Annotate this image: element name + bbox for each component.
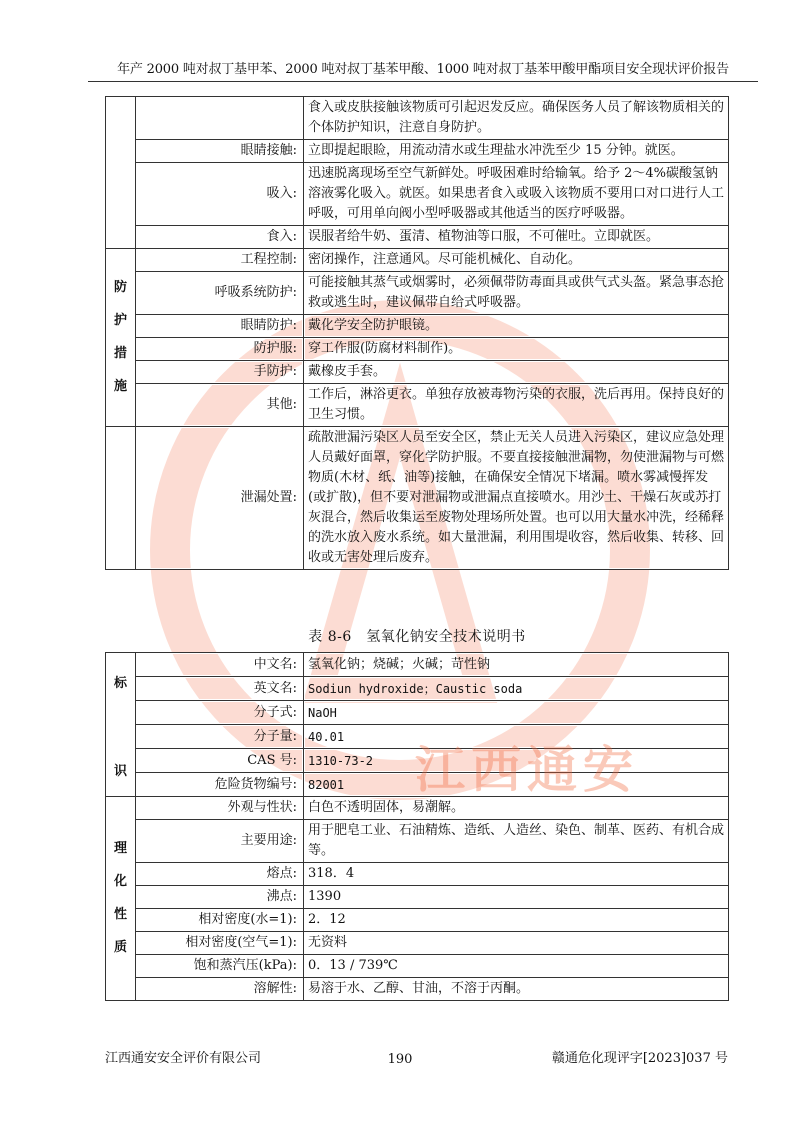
header-rule: [88, 81, 758, 82]
row-value: 疏散泄漏污染区人员至安全区，禁止无关人员进入污染区，建议应急处理人员戴好面罩，穿化学防护服。不要直接接触泄漏物，勿使泄漏物与可燃物质(木材、纸、油等)接触，在确保安全情况下堵漏。喷水雾减慢挥发(或扩散)，但不要对泄漏物或泄漏点直接喷水。用沙土、干燥石灰或苏打灰混合，然后收集运至废物处理场所处置。也可以用大量水冲洗，经稀释的洗水放入废水系统。如大量泄漏，利用围堤收容，然后收集、转移、回收或无害处理后废弃。: [304, 427, 729, 570]
table-row: [106, 955, 729, 978]
row-value: 可能接触其蒸气或烟雾时，必须佩带防毒面具或供气式头盔。紧急事态抢救或逃生时，建议佩带自给式呼吸器。: [304, 272, 729, 315]
section-char: 性: [113, 907, 127, 922]
row-label: 相对密度(空气=1):: [136, 932, 304, 955]
row-label: 中文名:: [136, 653, 304, 677]
row-value: 立即提起眼睑，用流动清水或生理盐水冲洗至少 15 分钟。就医。: [304, 140, 729, 163]
row-label: 手防护:: [136, 361, 304, 384]
table-row: [106, 677, 729, 701]
table-row: [106, 249, 729, 272]
section-char: 防: [113, 280, 127, 295]
row-label: 防护服:: [136, 338, 304, 361]
row-value: 用于肥皂工业、石油精炼、造纸、人造丝、染色、制革、医药、有机合成等。: [304, 820, 729, 863]
row-value: 0．13 / 739℃: [304, 955, 729, 978]
row-value: 1310-73-2: [304, 749, 729, 773]
table-row: [106, 978, 729, 1001]
row-label: 英文名:: [136, 677, 304, 701]
naoh-msds-table: [105, 652, 729, 1001]
row-label: 呼吸系统防护:: [136, 272, 304, 315]
table-row: [106, 863, 729, 886]
table-row: [106, 725, 729, 749]
table-row: [106, 932, 729, 955]
table-row: [106, 315, 729, 338]
watermark-text: 江西通安: [415, 741, 639, 799]
row-label: 吸入:: [136, 163, 304, 226]
section-char: 护: [113, 313, 127, 328]
section-char: 措: [113, 346, 127, 361]
row-value: 1390: [304, 886, 729, 909]
row-value: NaOH: [304, 701, 729, 725]
table-row: [106, 653, 729, 677]
row-label: 分子量:: [136, 725, 304, 749]
section-char: 标: [113, 676, 127, 691]
row-label: 熔点:: [136, 863, 304, 886]
row-label: 外观与性状:: [136, 797, 304, 820]
table-row: [106, 773, 729, 797]
row-value: 40.01: [304, 725, 729, 749]
page-header: 年产 2000 吨对叔丁基甲苯、2000 吨对叔丁基苯甲酸、1000 吨对叔丁基苯甲酸甲酯项目安全现状评价报告: [117, 62, 729, 77]
row-value: 迅速脱离现场至空气新鲜处。呼吸困难时给输氧。给予 2～4%碳酸氢钠溶液雾化吸入。就医。如果患者食入或吸入该物质不要用口对口进行人工呼吸，可用单向阀小型呼吸器或其他适当的医疗呼吸器。: [304, 163, 729, 226]
row-value: 氢氧化钠；烧碱；火碱；苛性钠: [304, 653, 729, 677]
section-cell-empty: [106, 427, 136, 570]
table-row: [106, 820, 729, 863]
row-value: 戴化学安全防护眼镜。: [304, 315, 729, 338]
section-label-identity: [106, 653, 136, 797]
row-value: 密闭操作，注意通风。尽可能机械化、自动化。: [304, 249, 729, 272]
table-caption: 表 8-6 氢氧化钠安全技术说明书: [308, 629, 526, 645]
section-cell-empty: [106, 97, 136, 249]
row-label: 主要用途:: [136, 820, 304, 863]
row-label: 眼睛接触:: [136, 140, 304, 163]
section-char: 识: [113, 764, 127, 779]
footer-page-number: 190: [387, 1052, 413, 1067]
row-label: 眼睛防护:: [136, 315, 304, 338]
row-value: 82001: [304, 773, 729, 797]
table-row: [106, 797, 729, 820]
section-char: 化: [113, 874, 127, 889]
table-row: [106, 909, 729, 932]
row-label: 危险货物编号:: [136, 773, 304, 797]
first-aid-table: [105, 96, 729, 570]
row-label: 分子式:: [136, 701, 304, 725]
table-row: [106, 701, 729, 725]
footer-doc-number: 赣通危化现评字[2023]037 号: [551, 1051, 728, 1066]
row-value: 318．4: [304, 863, 729, 886]
row-value: 误服者给牛奶、蛋清、植物油等口服，不可催吐。立即就医。: [304, 226, 729, 249]
row-label: 饱和蒸汽压(kPa):: [136, 955, 304, 978]
row-label: CAS 号:: [136, 749, 304, 773]
row-label: 沸点:: [136, 886, 304, 909]
row-value: 穿工作服(防腐材料制作)。: [304, 338, 729, 361]
section-label-properties: [106, 797, 136, 1001]
table-row: [106, 338, 729, 361]
table-row: [106, 749, 729, 773]
table-row: [106, 97, 729, 140]
row-value: 白色不透明固体，易潮解。: [304, 797, 729, 820]
section-char: 质: [113, 940, 127, 955]
section-char: 施: [113, 379, 127, 394]
row-label: 工程控制:: [136, 249, 304, 272]
row-label: 泄漏处置:: [136, 427, 304, 570]
row-value: Sodiun hydroxide；Caustic soda: [304, 677, 729, 701]
table-row: [106, 427, 729, 570]
row-value: 易溶于水、乙醇、甘油，不溶于丙酮。: [304, 978, 729, 1001]
row-value: 食入或皮肤接触该物质可引起迟发反应。确保医务人员了解该物质相关的个体防护知识，注意自身防护。: [304, 97, 729, 140]
row-label: 溶解性:: [136, 978, 304, 1001]
section-char: 理: [113, 841, 127, 856]
table-row: [106, 361, 729, 384]
table-row: [106, 886, 729, 909]
table-row: [106, 140, 729, 163]
row-value: 戴橡皮手套。: [304, 361, 729, 384]
footer-company: 江西通安安全评价有限公司: [105, 1051, 262, 1066]
row-label: 食入:: [136, 226, 304, 249]
table-row: [106, 163, 729, 226]
row-label: [136, 97, 304, 140]
table-row: [106, 226, 729, 249]
table-row: [106, 384, 729, 427]
row-value: 工作后，淋浴更衣。单独存放被毒物污染的衣服，洗后再用。保持良好的卫生习惯。: [304, 384, 729, 427]
row-label: 相对密度(水=1):: [136, 909, 304, 932]
row-value: 2．12: [304, 909, 729, 932]
table-row: [106, 272, 729, 315]
row-label: 其他:: [136, 384, 304, 427]
section-label-protection: [106, 249, 136, 427]
row-value: 无资料: [304, 932, 729, 955]
